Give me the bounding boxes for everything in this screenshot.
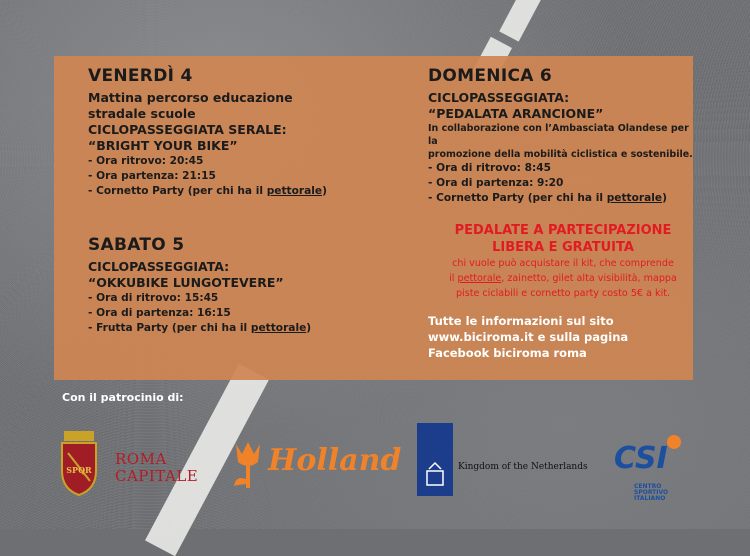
kit-text-line2 xyxy=(428,271,698,286)
holland-tulip-icon xyxy=(230,440,266,492)
day-heading-sabato: SABATO 5 xyxy=(88,235,185,255)
netherlands-logo-text: Kingdom of the Netherlands xyxy=(458,462,588,472)
venerdi-ritrovo: - Ora ritrovo: 20:45 xyxy=(88,155,204,167)
sabato-party-text: - Frutta Party (per chi ha il xyxy=(88,322,251,334)
csi-line1: CENTRO xyxy=(634,483,662,490)
right-column xyxy=(428,66,698,361)
holland-logo-text: Holland xyxy=(268,443,402,478)
venerdi-event-title: CICLOPASSEGGIATA SERALE: xyxy=(88,122,287,137)
sabato-party-close: ) xyxy=(306,322,312,334)
csi-logo-icon xyxy=(612,432,684,486)
kit-text-line3: piste ciclabili e cornetto party costo 5€ a kit. xyxy=(455,288,671,299)
day-heading-domenica: DOMENICA 6 xyxy=(428,66,553,86)
kit-pettorale-link[interactable]: pettorale xyxy=(457,273,502,284)
sabato-pettorale-link[interactable]: pettorale xyxy=(250,322,307,334)
csi-line2: SPORTIVO xyxy=(634,489,669,496)
csi-line3: ITALIANO xyxy=(634,495,666,502)
domenica-event-name: “PEDALATA ARANCIONE” xyxy=(428,106,604,121)
domenica-party-close: ) xyxy=(662,192,667,204)
domenica-party-text: - Cornetto Party (per chi ha il xyxy=(428,192,607,204)
roma-line1: ROMA xyxy=(115,450,167,468)
kit-text-line1: chi vuole può acquistare il kit, che comprende xyxy=(452,258,674,269)
patrocinio-label: Con il patrocinio di: xyxy=(62,391,184,404)
sabato-event-title: CICLOPASSEGGIATA: xyxy=(88,259,230,274)
sabato-ritrovo: - Ora di ritrovo: 15:45 xyxy=(88,292,219,304)
domenica-pettorale-link[interactable]: pettorale xyxy=(606,192,663,204)
day-heading-venerdi: VENERDÌ 4 xyxy=(88,66,193,86)
domenica-event-title: CICLOPASSEGGIATA: xyxy=(428,90,570,105)
venerdi-party-close: ) xyxy=(322,185,327,197)
free-participation-heading2: LIBERA E GRATUITA xyxy=(492,240,634,255)
roma-line2: CAPITALE xyxy=(115,467,199,485)
domenica-ritrovo: - Ora di ritrovo: 8:45 xyxy=(428,162,551,174)
venerdi-party-text: - Cornetto Party (per chi ha il xyxy=(88,185,267,197)
netherlands-coat-of-arms-icon xyxy=(417,423,453,496)
domenica-collab-line2: promozione della mobilità ciclistica e sostenibile. xyxy=(428,149,693,160)
roma-seal-text: SPQR xyxy=(66,465,92,475)
venerdi-pettorale-link[interactable]: pettorale xyxy=(266,185,323,197)
sabato-event-name: “OKKUBIKE LUNGOTEVERE” xyxy=(88,275,284,290)
domenica-party xyxy=(428,191,698,206)
left-column xyxy=(88,66,388,336)
free-participation-heading1: PEDALATE A PARTECIPAZIONE xyxy=(454,223,672,238)
sabato-party xyxy=(88,321,388,336)
roma-capitale-logo-text xyxy=(115,451,198,485)
info-website-line[interactable]: www.biciroma.it e sulla pagina xyxy=(428,330,629,344)
csi-subtitle xyxy=(634,484,686,502)
sabato-partenza: - Ora di partenza: 16:15 xyxy=(88,307,231,319)
info-facebook-line[interactable]: Facebook biciroma roma xyxy=(428,346,587,360)
domenica-collab-line1: In collaborazione con l’Ambasciata Olandese per la xyxy=(428,123,689,147)
venerdi-line2: stradale scuole xyxy=(88,106,196,121)
kit-text-post: , zainetto, gilet alta visibilità, mappa xyxy=(501,273,677,284)
kit-text-pre: il xyxy=(449,273,458,284)
domenica-partenza: - Ora di partenza: 9:20 xyxy=(428,177,564,189)
roma-capitale-crest-icon xyxy=(58,431,100,497)
csi-logo-text: CSI xyxy=(614,441,668,476)
info-line1: Tutte le informazioni sul sito xyxy=(428,314,614,328)
venerdi-partenza: - Ora partenza: 21:15 xyxy=(88,170,216,182)
venerdi-line1: Mattina percorso educazione xyxy=(88,90,293,105)
venerdi-event-name: “BRIGHT YOUR BIKE” xyxy=(88,138,238,153)
venerdi-party xyxy=(88,184,388,199)
